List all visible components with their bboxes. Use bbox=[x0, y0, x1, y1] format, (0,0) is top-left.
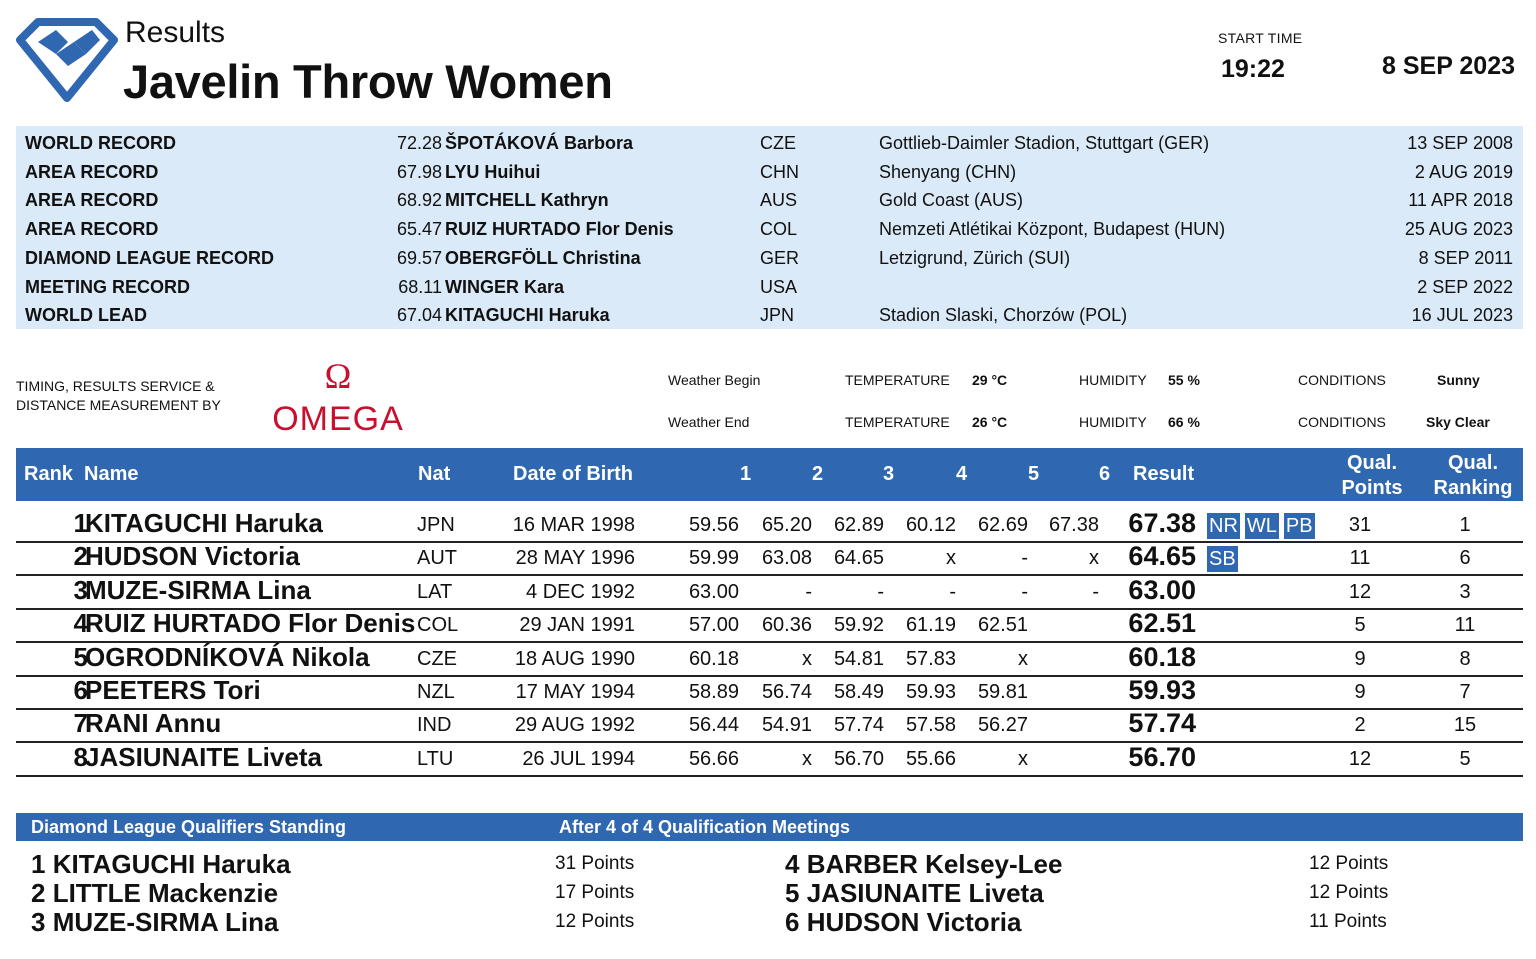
svg-text:Ω: Ω bbox=[324, 356, 352, 396]
dob-cell: 28 MAY 1996 bbox=[515, 547, 635, 570]
athlete-name-cell: MUZE-SIRMA Lina bbox=[85, 574, 311, 605]
table-row bbox=[16, 510, 1523, 543]
result-cell: 62.51 bbox=[1128, 608, 1196, 639]
attempt-4-cell: 55.66 bbox=[905, 747, 956, 770]
record-nat: CHN bbox=[760, 161, 799, 182]
attempt-3-cell: 57.74 bbox=[833, 714, 884, 737]
record-badge: WL bbox=[1246, 515, 1277, 537]
attempt-6-cell: x bbox=[1089, 547, 1099, 570]
attempt-4-cell: 61.19 bbox=[905, 614, 956, 637]
record-date: 16 JUL 2023 bbox=[1411, 305, 1513, 326]
weather-begin-hum: 55 % bbox=[1168, 372, 1200, 388]
record-row bbox=[16, 244, 1523, 273]
qual-ranking-cell: 8 bbox=[1459, 647, 1471, 670]
record-holder: WINGER Kara bbox=[445, 276, 565, 297]
table-row bbox=[16, 677, 1523, 710]
result-cell: 63.00 bbox=[1128, 574, 1196, 605]
dob-cell: 29 AUG 1992 bbox=[514, 714, 635, 737]
attempt-5-cell: 62.69 bbox=[977, 514, 1028, 536]
record-date: 2 SEP 2022 bbox=[1417, 276, 1513, 297]
omega-brand-text: OMEGA bbox=[272, 400, 404, 436]
qual-ranking-cell: 11 bbox=[1454, 614, 1476, 637]
athlete-name-cell: HUDSON Victoria bbox=[85, 541, 300, 572]
standing-name: JASIUNAITE Liveta bbox=[806, 878, 1044, 908]
standing-entry bbox=[31, 907, 279, 938]
athlete-name-cell: RUIZ HURTADO Flor Denis bbox=[85, 608, 416, 639]
attempt-2-cell: - bbox=[805, 580, 812, 603]
record-venue: Gottlieb-Daimler Stadion, Stuttgart (GER) bbox=[879, 133, 1210, 153]
header-attempt-1: 1 bbox=[740, 463, 752, 485]
result-cell: 57.74 bbox=[1128, 708, 1196, 739]
qual-points-cell: 31 bbox=[1348, 514, 1372, 536]
header-qual-points-line1: Qual. bbox=[1346, 452, 1397, 474]
record-date: 8 SEP 2011 bbox=[1418, 247, 1513, 268]
record-venue: Gold Coast (AUS) bbox=[879, 190, 1024, 211]
record-row bbox=[16, 273, 1523, 302]
weather-begin-temp: 29 °C bbox=[972, 372, 1008, 388]
attempt-5-cell: 62.51 bbox=[977, 614, 1028, 637]
header-attempt-4: 4 bbox=[956, 463, 968, 485]
rank-cell: 7 bbox=[73, 708, 88, 739]
header-attempt-2: 2 bbox=[812, 463, 824, 485]
nat-cell: AUT bbox=[417, 547, 457, 570]
attempt-5-cell: x bbox=[1018, 647, 1028, 670]
qual-points-cell: 11 bbox=[1349, 547, 1371, 570]
record-type: AREA RECORD bbox=[25, 161, 159, 182]
table-row bbox=[16, 710, 1523, 743]
diamond-league-logo bbox=[16, 18, 118, 102]
header-attempt-5: 5 bbox=[1028, 463, 1040, 485]
record-nat: JPN bbox=[760, 305, 795, 326]
result-cell: 67.38 bbox=[1128, 508, 1196, 538]
nat-cell: LAT bbox=[417, 580, 453, 603]
qual-ranking-cell: 3 bbox=[1459, 580, 1471, 603]
standing-points: 17 Points bbox=[555, 882, 635, 903]
record-badge: PB bbox=[1285, 515, 1313, 537]
attempt-1-cell: 63.00 bbox=[688, 580, 739, 603]
qual-ranking-cell: 6 bbox=[1459, 547, 1471, 570]
header-result: Result bbox=[1133, 463, 1195, 485]
standings-title: Diamond League Qualifiers Standing bbox=[31, 817, 347, 837]
standing-position: 3 bbox=[31, 907, 46, 937]
record-venue: Nemzeti Atlétikai Központ, Budapest (HUN) bbox=[879, 219, 1226, 240]
standing-name: KITAGUCHI Haruka bbox=[52, 849, 291, 879]
standings-header bbox=[16, 813, 1523, 841]
result-cell: 59.93 bbox=[1128, 675, 1196, 705]
attempt-3-cell: 62.89 bbox=[833, 514, 884, 536]
record-badges bbox=[1207, 546, 1243, 572]
attempt-2-cell: 63.08 bbox=[761, 547, 812, 570]
rank-cell: 6 bbox=[73, 675, 88, 705]
standing-points: 12 Points bbox=[1309, 853, 1389, 874]
standing-position: 2 bbox=[31, 878, 46, 908]
attempt-2-cell: x bbox=[802, 747, 812, 770]
records-panel bbox=[16, 126, 1523, 329]
record-row bbox=[16, 215, 1523, 244]
record-venue: Letzigrund, Zürich (SUI) bbox=[879, 247, 1071, 268]
standing-entry bbox=[785, 849, 1062, 880]
timing-line-2: DISTANCE MEASUREMENT BY bbox=[16, 397, 221, 413]
nat-cell: NZL bbox=[417, 681, 455, 703]
qual-ranking-cell: 1 bbox=[1459, 514, 1471, 536]
weather-begin-temp-label: TEMPERATURE bbox=[845, 372, 950, 388]
rank-cell: 1 bbox=[73, 508, 88, 538]
table-row bbox=[16, 543, 1523, 576]
record-value: 69.57 bbox=[396, 247, 442, 268]
standing-position: 4 bbox=[785, 849, 800, 879]
attempt-3-cell: 64.65 bbox=[833, 547, 884, 570]
result-cell: 56.70 bbox=[1128, 741, 1196, 772]
result-cell: 64.65 bbox=[1128, 541, 1196, 572]
nat-cell: LTU bbox=[417, 747, 454, 770]
attempt-5-cell: - bbox=[1021, 547, 1028, 570]
record-value: 68.92 bbox=[396, 190, 442, 211]
header-qual-points bbox=[1332, 451, 1412, 501]
nat-cell: CZE bbox=[417, 647, 457, 670]
attempt-1-cell: 58.89 bbox=[688, 681, 739, 703]
attempt-2-cell: 54.91 bbox=[761, 714, 812, 737]
header-name: Name bbox=[84, 463, 139, 485]
attempt-1-cell: 59.56 bbox=[688, 514, 739, 536]
record-holder: RUIZ HURTADO Flor Denis bbox=[445, 219, 674, 240]
standing-points: 11 Points bbox=[1309, 911, 1387, 932]
attempt-4-cell: 57.58 bbox=[905, 714, 956, 737]
athlete-name-cell: PEETERS Tori bbox=[85, 675, 261, 705]
qual-points-cell: 9 bbox=[1354, 647, 1366, 670]
attempt-1-cell: 60.18 bbox=[688, 647, 739, 670]
attempt-3-cell: 54.81 bbox=[833, 647, 884, 670]
header-qual-ranking bbox=[1428, 451, 1518, 501]
attempt-1-cell: 56.44 bbox=[688, 714, 739, 737]
attempt-4-cell: - bbox=[949, 580, 956, 603]
record-holder: KITAGUCHI Haruka bbox=[445, 305, 610, 326]
attempt-4-cell: 60.12 bbox=[905, 514, 956, 536]
attempt-1-cell: 56.66 bbox=[688, 747, 739, 770]
standing-name: BARBER Kelsey-Lee bbox=[806, 849, 1063, 879]
weather-end-label: Weather End bbox=[668, 414, 750, 430]
record-badge: NR bbox=[1209, 515, 1238, 537]
rank-cell: 5 bbox=[73, 641, 88, 672]
attempt-3-cell: - bbox=[877, 580, 884, 603]
record-nat: AUS bbox=[760, 190, 798, 211]
attempt-6-cell: - bbox=[1092, 580, 1099, 603]
record-nat: GER bbox=[760, 247, 800, 268]
athlete-name-cell: JASIUNAITE Liveta bbox=[85, 741, 322, 772]
attempt-4-cell: 57.83 bbox=[905, 647, 956, 670]
attempt-2-cell: 56.74 bbox=[761, 681, 812, 703]
dob-cell: 16 MAR 1998 bbox=[512, 514, 635, 536]
record-row bbox=[16, 158, 1523, 187]
standing-position: 5 bbox=[785, 878, 800, 908]
record-value: 67.04 bbox=[396, 305, 442, 326]
record-row bbox=[16, 129, 1523, 158]
dob-cell: 18 AUG 1990 bbox=[514, 647, 635, 670]
standing-position: 6 bbox=[785, 907, 800, 937]
page-subtitle: Results bbox=[125, 16, 226, 49]
qual-points-cell: 2 bbox=[1354, 714, 1366, 737]
attempt-1-cell: 59.99 bbox=[688, 547, 739, 570]
record-badge: SB bbox=[1209, 548, 1236, 571]
standing-points: 12 Points bbox=[1309, 882, 1389, 903]
dob-cell: 29 JAN 1991 bbox=[519, 614, 635, 637]
table-row bbox=[16, 641, 1523, 677]
record-date: 2 AUG 2019 bbox=[1414, 161, 1513, 182]
attempt-1-cell: 57.00 bbox=[688, 614, 739, 637]
athlete-name-cell: RANI Annu bbox=[85, 708, 222, 739]
record-type: WORLD LEAD bbox=[25, 305, 147, 326]
table-row bbox=[16, 610, 1523, 643]
nat-cell: COL bbox=[417, 614, 459, 637]
weather-end-cond-label: CONDITIONS bbox=[1298, 414, 1386, 430]
weather-end-hum-label: HUMIDITY bbox=[1079, 414, 1147, 430]
attempt-4-cell: x bbox=[946, 547, 956, 570]
standing-name: MUZE-SIRMA Lina bbox=[52, 907, 279, 937]
record-venue: Stadion Slaski, Chorzów (POL) bbox=[879, 305, 1128, 326]
dob-cell: 4 DEC 1992 bbox=[526, 580, 635, 603]
record-value: 68.11 bbox=[398, 276, 442, 297]
qual-points-cell: 12 bbox=[1348, 580, 1372, 603]
results-table-header bbox=[16, 448, 1523, 501]
omega-logo bbox=[264, 356, 412, 436]
header-dob: Date of Birth bbox=[513, 463, 633, 485]
attempt-5-cell: 56.27 bbox=[977, 714, 1028, 737]
weather-begin-hum-label: HUMIDITY bbox=[1079, 372, 1147, 388]
record-holder: LYU Huihui bbox=[445, 161, 541, 182]
record-badges bbox=[1207, 513, 1320, 539]
result-cell: 60.18 bbox=[1128, 641, 1196, 672]
header-attempt-3: 3 bbox=[883, 463, 895, 485]
record-nat: CZE bbox=[760, 133, 796, 153]
attempt-6-cell: 67.38 bbox=[1048, 514, 1099, 536]
attempt-3-cell: 59.92 bbox=[833, 614, 884, 637]
record-value: 72.28 bbox=[396, 133, 442, 153]
record-holder: ŠPOTÁKOVÁ Barbora bbox=[445, 133, 634, 153]
header-attempt-6: 6 bbox=[1099, 463, 1111, 485]
timing-credit bbox=[16, 377, 221, 415]
attempt-3-cell: 56.70 bbox=[833, 747, 884, 770]
record-holder: MITCHELL Kathryn bbox=[445, 190, 609, 211]
standing-position: 1 bbox=[31, 849, 46, 879]
dob-cell: 17 MAY 1994 bbox=[515, 681, 635, 703]
header-qual-points-line2: Points bbox=[1341, 477, 1403, 499]
standings-subtitle: After 4 of 4 Qualification Meetings bbox=[559, 817, 851, 837]
record-type: AREA RECORD bbox=[25, 190, 159, 211]
attempt-5-cell: - bbox=[1021, 580, 1028, 603]
record-holder: OBERGFÖLL Christina bbox=[445, 247, 641, 268]
record-type: AREA RECORD bbox=[25, 219, 159, 240]
start-time: 19:22 bbox=[1221, 55, 1285, 83]
table-row bbox=[16, 741, 1523, 777]
weather-begin-cond: Sunny bbox=[1437, 372, 1480, 388]
event-date: 8 SEP 2023 bbox=[1382, 52, 1515, 80]
standing-name: HUDSON Victoria bbox=[806, 907, 1022, 937]
record-date: 13 SEP 2008 bbox=[1407, 133, 1513, 153]
record-type: DIAMOND LEAGUE RECORD bbox=[25, 247, 275, 268]
weather-end-temp: 26 °C bbox=[972, 414, 1008, 430]
attempt-2-cell: 65.20 bbox=[761, 514, 812, 536]
record-date: 11 APR 2018 bbox=[1408, 190, 1513, 211]
rank-cell: 3 bbox=[73, 574, 88, 605]
qual-points-cell: 12 bbox=[1348, 747, 1372, 770]
dob-cell: 26 JUL 1994 bbox=[522, 747, 635, 770]
attempt-5-cell: 59.81 bbox=[977, 681, 1028, 703]
record-type: WORLD RECORD bbox=[25, 133, 176, 153]
table-row bbox=[16, 574, 1523, 610]
nat-cell: JPN bbox=[417, 514, 455, 536]
attempt-2-cell: x bbox=[802, 647, 812, 670]
header-qual-ranking-line2: Ranking bbox=[1433, 477, 1513, 499]
standing-name: LITTLE Mackenzie bbox=[52, 878, 279, 908]
athlete-name-cell: KITAGUCHI Haruka bbox=[85, 508, 323, 538]
standing-entry bbox=[785, 878, 1044, 909]
standing-entry bbox=[785, 907, 1022, 938]
record-date: 25 AUG 2023 bbox=[1404, 219, 1513, 240]
record-row bbox=[16, 186, 1523, 215]
rank-cell: 8 bbox=[73, 741, 88, 772]
attempt-5-cell: x bbox=[1018, 747, 1028, 770]
timing-line-1: TIMING, RESULTS SERVICE & bbox=[16, 378, 215, 394]
rank-cell: 4 bbox=[73, 608, 88, 639]
standing-entry bbox=[31, 849, 291, 880]
weather-end-cond: Sky Clear bbox=[1426, 414, 1490, 430]
rank-cell: 2 bbox=[73, 541, 88, 572]
weather-end-temp-label: TEMPERATURE bbox=[845, 414, 950, 430]
qual-ranking-cell: 5 bbox=[1459, 747, 1471, 770]
weather-begin-cond-label: CONDITIONS bbox=[1298, 372, 1386, 388]
qual-points-cell: 9 bbox=[1354, 681, 1366, 703]
athlete-name-cell: OGRODNÍKOVÁ Nikola bbox=[85, 641, 370, 672]
start-time-label: START TIME bbox=[1218, 30, 1303, 46]
attempt-2-cell: 60.36 bbox=[761, 614, 812, 637]
page-title: Javelin Throw Women bbox=[123, 55, 613, 108]
standing-points: 12 Points bbox=[555, 911, 635, 932]
standing-entry bbox=[31, 878, 278, 909]
attempt-3-cell: 58.49 bbox=[833, 681, 884, 703]
qual-ranking-cell: 15 bbox=[1453, 714, 1477, 737]
record-nat: USA bbox=[760, 276, 798, 297]
weather-end-hum: 66 % bbox=[1168, 414, 1200, 430]
nat-cell: IND bbox=[417, 714, 452, 737]
record-venue: Shenyang (CHN) bbox=[879, 161, 1017, 182]
header-nat: Nat bbox=[418, 463, 451, 485]
record-value: 67.98 bbox=[396, 161, 442, 182]
record-nat: COL bbox=[760, 219, 798, 240]
qual-ranking-cell: 7 bbox=[1459, 681, 1471, 703]
header-qual-ranking-line1: Qual. bbox=[1447, 452, 1498, 474]
qual-points-cell: 5 bbox=[1354, 614, 1366, 637]
record-row bbox=[16, 301, 1523, 330]
standing-points: 31 Points bbox=[555, 853, 635, 874]
weather-begin-label: Weather Begin bbox=[668, 372, 761, 388]
record-type: MEETING RECORD bbox=[25, 276, 191, 297]
header-rank: Rank bbox=[24, 463, 73, 485]
attempt-4-cell: 59.93 bbox=[905, 681, 956, 703]
record-value: 65.47 bbox=[396, 219, 442, 240]
